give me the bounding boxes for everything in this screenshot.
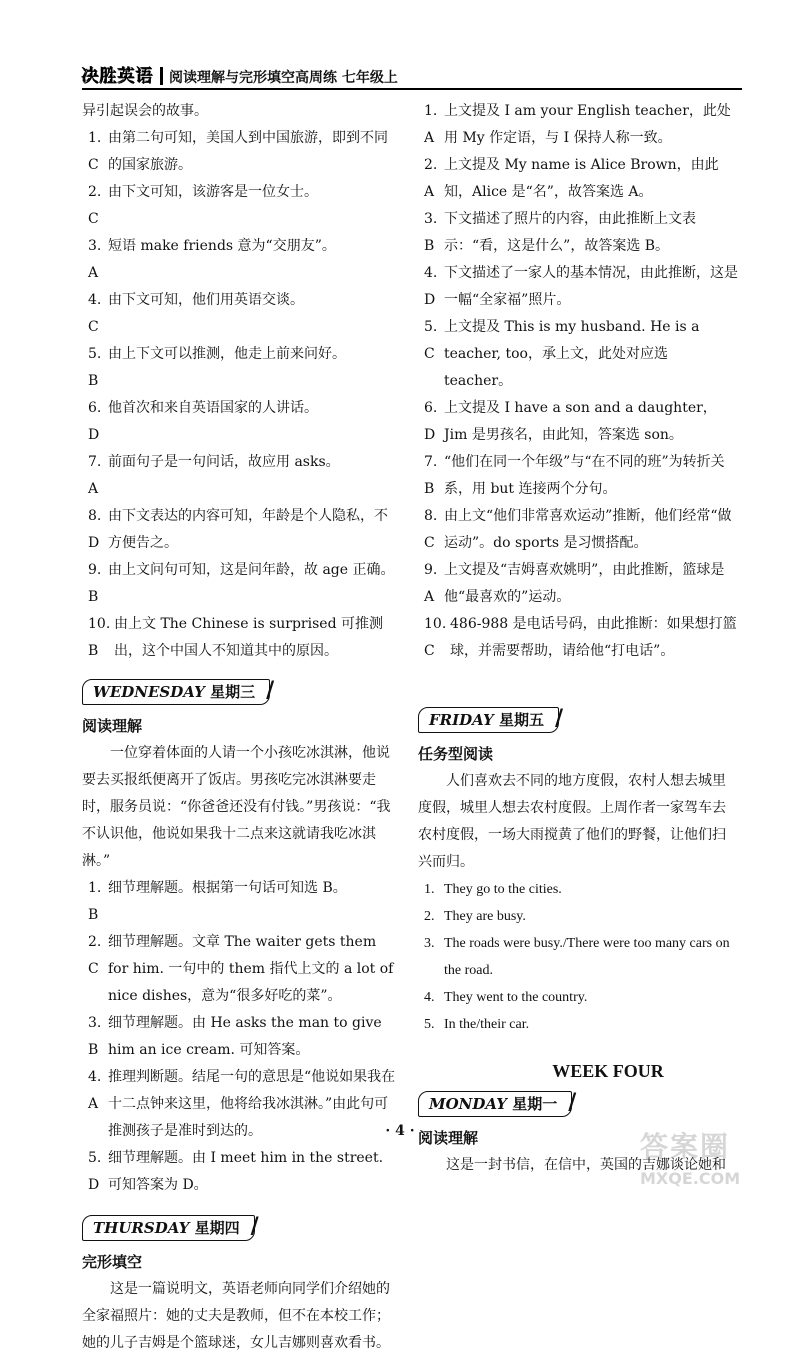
answer-key: 5.	[424, 1017, 435, 1032]
banner-slash-icon: /	[250, 1213, 259, 1239]
answer-explanation: 486-988 是电话号码，由此推断：如果想打篮球，并需要帮助，请给他“打电话”。	[450, 616, 737, 659]
answer-item	[82, 125, 400, 179]
answer-item	[418, 903, 738, 930]
answer-list-wednesday	[82, 875, 400, 1199]
answer-explanation: 前面句子是一句问话，故应用 asks。	[108, 454, 340, 470]
answer-explanation: 上文提及 I have a son and a daughter，Jim 是男孩名，由此知，答案选 son。	[444, 400, 717, 443]
answer-key: 5. B	[88, 346, 102, 389]
summary-paragraph: 一位穿着体面的人请一个小孩吃冰淇淋，他说要去买报纸便离开了饭店。男孩吃完冰淇淋要走时，服务员说：“你爸爸还没有付钱。”男孩说：“我不认识他，他说如果我十二点来这就请我吃冰淇淋。”	[82, 745, 391, 869]
answer-item	[418, 611, 738, 665]
answer-explanation: 细节理解题。由 He asks the man to give him an ice cream. 可知答案。	[108, 1015, 382, 1058]
answer-key: 2. C	[88, 934, 102, 977]
banner-en: THURSDAY	[93, 1219, 190, 1237]
header-divider	[160, 67, 163, 85]
banner-wednesday	[82, 677, 400, 707]
week-title: WEEK FOUR	[552, 1061, 664, 1081]
answer-key: 4. D	[424, 265, 438, 308]
answer-explanation: 下文描述了一家人的基本情况，由此推断，这是一幅“全家福”照片。	[444, 265, 738, 308]
answer-explanation: 由下文可知，该游客是一位女士。	[108, 184, 318, 200]
answer-item	[418, 876, 738, 903]
answer-explanation: 上文提及 This is my husband. He is a teacher, too，承上文，此处对应选 teacher。	[444, 319, 700, 389]
answer-explanation: 他首次和来自英语国家的人讲话。	[108, 400, 318, 416]
answer-item	[418, 1011, 738, 1038]
answer-key: 4.	[424, 990, 435, 1005]
answer-item	[82, 287, 400, 341]
answer-explanation: They go to the cities.	[444, 882, 562, 897]
answer-key: 8. D	[88, 508, 102, 551]
watermark-text: 答案圈	[640, 1130, 731, 1163]
answer-key: 3.	[424, 936, 435, 951]
answer-explanation: 推理判断题。结尾一句的意思是“他说如果我在十二点钟来这里，他将给我冰淇淋。”由此句可推测孩子是准时到达的。	[108, 1069, 396, 1139]
watermark-logo	[640, 1125, 780, 1188]
section-heading: 阅读理解	[82, 717, 143, 735]
summary-paragraph: 人们喜欢去不同的地方度假，农村人想去城里度假，城里人想去农村度假。上周作者一家驾车去农村度假，一场大雨搅黄了他们的野餐，让他们扫兴而归。	[418, 773, 726, 870]
answer-list-thursday	[418, 98, 738, 665]
section-heading: 任务型阅读	[418, 745, 494, 763]
summary-paragraph: 这是一篇说明文，英语老师向同学们介绍她的全家福照片：她的丈夫是教师，但不在本校工作；她的儿子吉姆是个篮球迷，女儿吉娜则喜欢看书。	[82, 1281, 390, 1351]
answer-key: 8. C	[424, 508, 438, 551]
answer-explanation: 由上文“他们非常喜欢运动”推断，他们经常“做运动”。do sports 是习惯搭配。	[444, 508, 732, 551]
answer-key: 10. B	[88, 616, 111, 659]
answer-list-friday	[418, 876, 738, 1038]
answer-explanation: 由第二句可知，美国人到中国旅游，即到不同的国家旅游。	[108, 130, 388, 173]
answer-item	[418, 503, 738, 557]
banner-slash-icon: /	[555, 705, 564, 731]
answer-explanation: 由上文问句可知，这是问年龄，故 age 正确。	[108, 562, 395, 578]
answer-key: 7. A	[88, 454, 102, 497]
answer-explanation: 由上文 The Chinese is surprised 可推测出，这个中国人不知道其中的原因。	[114, 616, 383, 659]
answer-key: 2. A	[424, 157, 438, 200]
banner-en: WEDNESDAY	[93, 683, 205, 701]
answer-item	[418, 152, 738, 206]
banner-en: FRIDAY	[429, 711, 494, 729]
answer-explanation: “他们在同一个年级”与“在不同的班”为转折关系，用 but 连接两个分句。	[444, 454, 725, 497]
answer-item	[82, 503, 400, 557]
answer-explanation: 由上下文可以推测，他走上前来问好。	[108, 346, 346, 362]
banner-cn: 星期四	[194, 1219, 240, 1237]
watermark-url: MXQE.COM	[640, 1169, 741, 1188]
answer-key: 1. B	[88, 880, 102, 923]
answer-item	[82, 1145, 400, 1199]
answer-key: 1. C	[88, 130, 102, 173]
intro-text: 异引起误会的故事。	[82, 103, 208, 119]
answer-key: 5. D	[88, 1150, 102, 1193]
left-column	[82, 98, 400, 1357]
answer-key: 4. C	[88, 292, 102, 335]
book-title: 阅读理解与完形填空高周练 七年级上	[169, 70, 398, 86]
answer-item	[82, 929, 400, 1010]
answer-key: 6. D	[88, 400, 102, 443]
answer-item	[82, 557, 400, 611]
answer-item	[82, 1010, 400, 1064]
banner-thursday	[82, 1213, 400, 1243]
banner-cn: 星期五	[498, 711, 544, 729]
answer-key: 6. D	[424, 400, 438, 443]
answer-key: 3. B	[424, 211, 438, 254]
answer-item	[82, 449, 400, 503]
answer-item	[82, 341, 400, 395]
answer-item	[418, 557, 738, 611]
answer-explanation: 上文提及 My name is Alice Brown，由此知，Alice 是“名”，故答案选 A。	[444, 157, 719, 200]
answer-explanation: 下文描述了照片的内容，由此推断上文表示：“看，这是什么”，故答案选 B。	[444, 211, 696, 254]
section-heading: 完形填空	[82, 1253, 143, 1271]
answer-explanation: 上文提及 I am your English teacher，此处用 My 作定语，与 I 保持人称一致。	[444, 103, 731, 146]
answer-key: 9. A	[424, 562, 438, 605]
page-number: · 4 ·	[385, 1123, 415, 1139]
banner-friday	[418, 705, 738, 735]
answer-explanation: 细节理解题。文章 The waiter gets them for him. 一句中的 them 指代上文的 a lot of nice dishes，意为“很多好吃的菜”。	[108, 934, 394, 1004]
banner-slash-icon: /	[266, 677, 275, 703]
section-heading: 阅读理解	[418, 1129, 479, 1147]
answer-key: 7. B	[424, 454, 438, 497]
answer-explanation: 短语 make friends 意为“交朋友”。	[108, 238, 336, 254]
answer-item	[418, 314, 738, 395]
answer-explanation: 由下文表达的内容可知，年龄是个人隐私，不方便告之。	[108, 508, 388, 551]
answer-explanation: 上文提及“吉姆喜欢姚明”，由此推断，篮球是他“最喜欢的”运动。	[444, 562, 725, 605]
answer-key: 10. C	[424, 616, 447, 659]
answer-key: 1.	[424, 882, 435, 897]
answer-item	[418, 984, 738, 1011]
page-header	[82, 62, 742, 88]
answer-explanation: 由下文可知，他们用英语交谈。	[108, 292, 304, 308]
header-rule	[82, 88, 742, 90]
answer-explanation: They went to the country.	[444, 990, 588, 1005]
answer-key: 1. A	[424, 103, 438, 146]
answer-item	[418, 395, 738, 449]
answer-item	[418, 260, 738, 314]
answer-key: 4. A	[88, 1069, 102, 1112]
answer-list-tuesday-tail	[82, 125, 400, 665]
answer-key: 3. A	[88, 238, 102, 281]
answer-item	[82, 875, 400, 929]
answer-item	[82, 395, 400, 449]
banner-monday	[418, 1089, 738, 1119]
answer-explanation: In the/their car.	[444, 1017, 530, 1032]
answer-explanation: 细节理解题。由 I meet him in the street. 可知答案为 D。	[108, 1150, 384, 1193]
answer-item	[418, 206, 738, 260]
banner-cn: 星期一	[512, 1095, 558, 1113]
answer-explanation: 细节理解题。根据第一句话可知选 B。	[108, 880, 347, 896]
answer-key: 5. C	[424, 319, 438, 362]
summary-paragraph: 这是一封书信，在信中，英国的吉娜谈论她和	[446, 1157, 726, 1173]
answer-explanation: They are busy.	[444, 909, 526, 924]
answer-item	[418, 98, 738, 152]
brand-logo: 决胜英语	[82, 67, 154, 87]
answer-item	[418, 449, 738, 503]
answer-key: 3. B	[88, 1015, 102, 1058]
right-column	[418, 98, 738, 1179]
banner-en: MONDAY	[429, 1095, 507, 1113]
answer-item	[418, 930, 738, 984]
answer-explanation: The roads were busy./There were too many cars on the road.	[444, 936, 730, 978]
answer-item	[82, 233, 400, 287]
answer-item	[82, 179, 400, 233]
answer-item	[82, 611, 400, 665]
answer-key: 2. C	[88, 184, 102, 227]
banner-slash-icon: /	[568, 1089, 577, 1115]
answer-key: 9. B	[88, 562, 102, 605]
banner-cn: 星期三	[210, 683, 256, 701]
answer-key: 2.	[424, 909, 435, 924]
